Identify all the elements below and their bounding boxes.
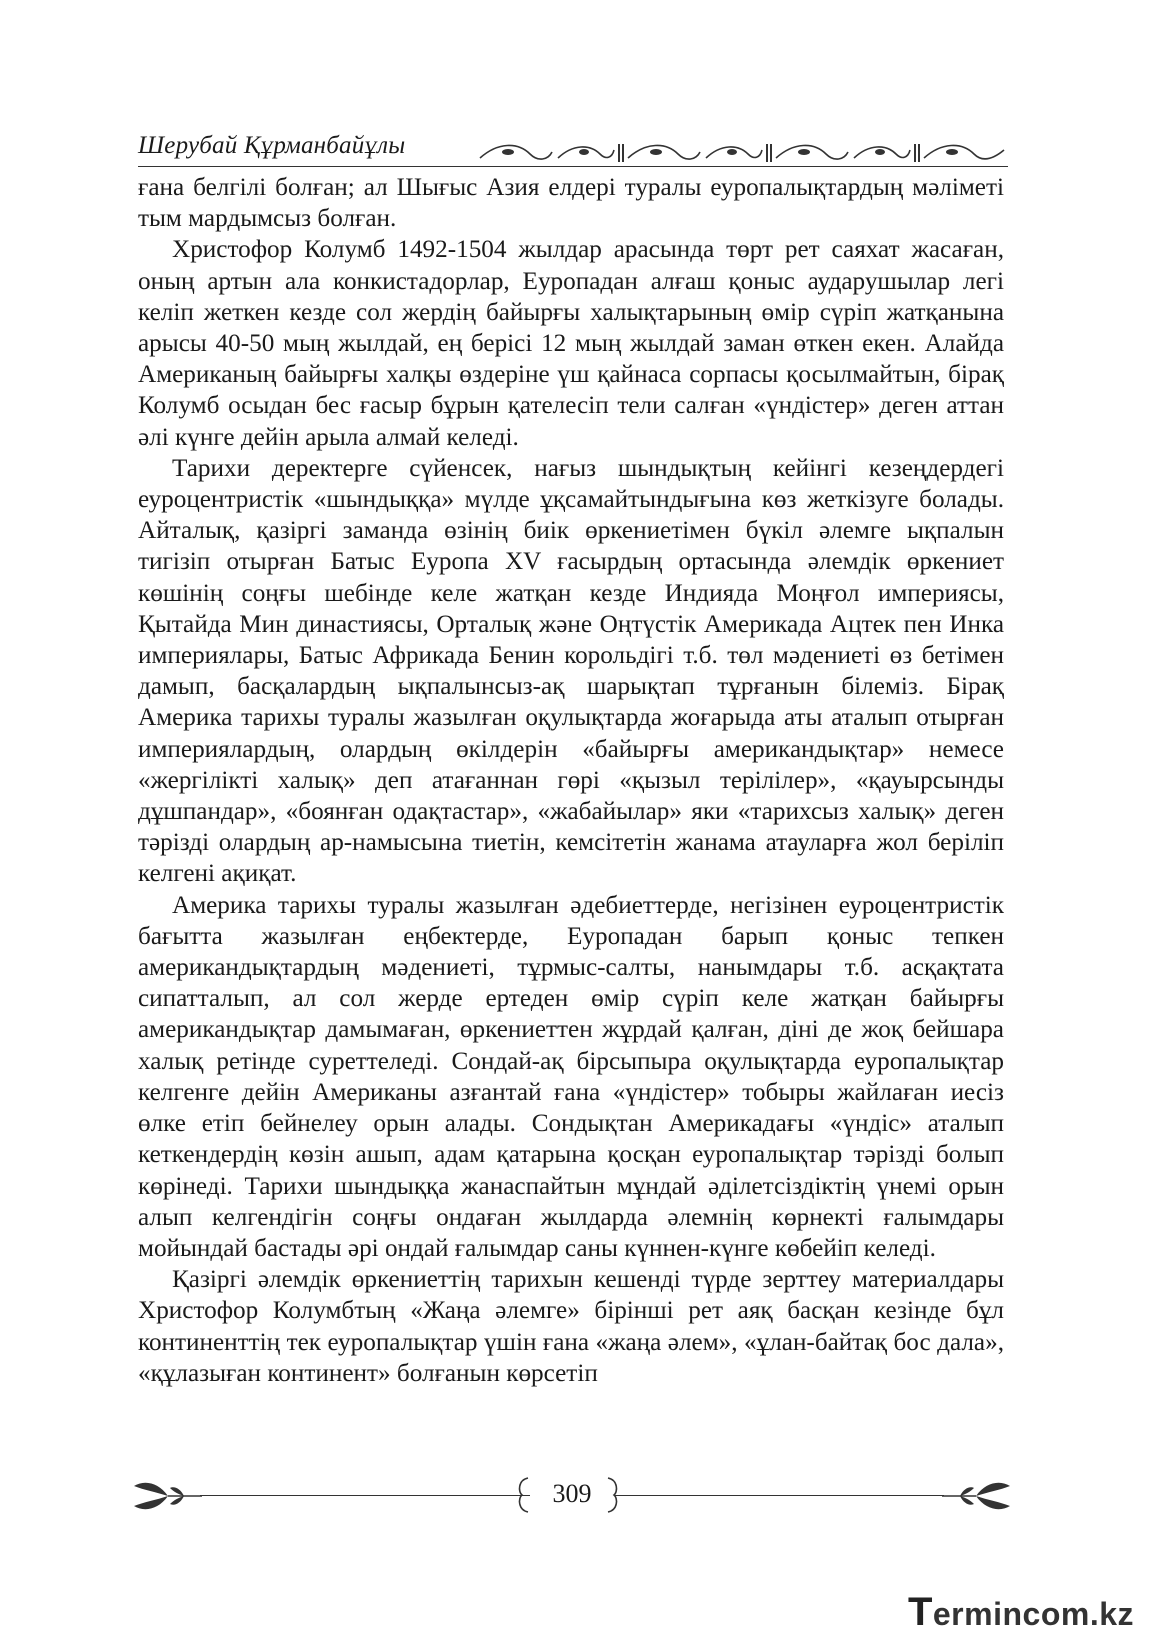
footer-rule-right [614, 1495, 944, 1496]
leaf-ornament-left-icon [132, 1478, 204, 1514]
paragraph-2: Христофор Колумб 1492-1504 жылдар арасында төрт рет саяхат жасаған, оның артын ала конкистадорлар, Еуропадан алғаш қоныс аударушылар легі келіп жеткен кезде сол жердің байырғы халықтарының өмір сүріп жатқанына арысы 40-50 мың жылдай, ең берісі 12 мың жылдай заман өткен екен. Алайда Американың байырғы халқы өздеріне үш қайнаса сорпасы қосылмайтын, бірақ Колумб осыдан бес ғасыр бұрын қателесіп тели салған «үндістер» деген аттан әлі күнге дейін арыла алмай келеді. [138, 236, 1004, 451]
page-number: 309 [552, 1479, 592, 1508]
leaf-ornament-right-icon [940, 1478, 1012, 1514]
paragraph-1: ғана белгілі болған; ал Шығыс Азия елдері туралы еуропалықтардың мәліметі тым мардымсыз болған. [138, 174, 1004, 233]
running-head-author: Шерубай Құрманбайұлы [138, 132, 406, 159]
paragraph-3: Тарихи деректерге сүйенсек, нағыз шындықтың кейінгі кезеңдердегі еуроцентристік «шындыққа» мүлде ұқсамайтындығына көз жеткізуге болады. Айталық, қазіргі заманда өзінің биік өркениетімен бүкіл әлемге ықпалын тигізіп отырған Батыс Еуропа XV ғасырдың ортасында әлемдік өркениет көшінің соңғы шебінде келе жатқан кезде Индияда Моңғол империясы, Қытайда Мин династиясы, Орталық және Оңтүстік Америкада Ацтек пен Инка империялары, Батыс Африкада Бенин корольдігі т.б. төл мәдениеті өз бетімен дамып, басқалардың ықпалынсыз-ақ шарықтап тұрғанын білеміз. Бірақ Америка тарихы туралы жазылған оқулықтарда жоғарыда аты аталып отырған империялардың, олардың өкілдерін «байырғы американдықтар» немесе «жергілікті халық» деп атағаннан гөрі «қызыл терілілер», «қауырсынды дұшпандар», «боянған одақтастар», «жабайылар» яки «тарихсыз халық» деген тәрізді олардың ар-намысына тиетін, кемсітетін жанама атауларға жол беріліп келгені ақиқат. [138, 454, 1004, 888]
page-footer [132, 1474, 1012, 1518]
footer-rule-left [200, 1495, 530, 1496]
watermark-initial: T [907, 1590, 933, 1634]
paragraph-5: Қазіргі әлемдік өркениеттің тарихын кешенді түрде зерттеу материалдары Христофор Колумбтың «Жаңа әлемге» бірінші рет аяқ басқан кезінде бұл континенттің тек еуропалықтар үшін ғана «жаңа әлем», «ұлан-байтақ бос дала», «құлазыған континент» болғанын көрсетіп [138, 1266, 1004, 1387]
watermark-text: ermincom.kz [932, 1596, 1134, 1632]
header-rule [138, 166, 1008, 167]
running-header [138, 128, 1008, 168]
site-watermark [908, 1590, 1134, 1635]
header-ornament-icon [478, 138, 1008, 168]
paragraph-4: Америка тарихы туралы жазылған әдебиеттерде, негізінен еуроцентристік бағытта жазылған еңбектерде, Еуропадан барып қоныс тепкен американдықтардың мәдениеті, тұрмыс-салты, нанымдары т.б. асқақтата сипатталып, ал сол жерде ертеден өмір сүріп келе жатқан байырғы американдықтар дамымаған, өркениеттен жұрдай қалған, діні де жоқ бейшара халық ретінде суреттеледі. Сондай-ақ бірсыпыра оқулықтарда еуропалықтар келгенге дейін Американы азғантай ғана «үндістер» тобыры жайлаған иесіз өлке етіп бейнелеу орын алады. Сондықтан Америкадағы «үндіс» аталып кеткендердің көзін ашып, адам қатарына қосқан еуропалықтар тәрізді болып көрінеді. Тарихи шындыққа жанаспайтын мұндай әділетсіздіктің үнемі орын алып келгендігін соңғы ондаған жылдарда әлемнің көрнекті ғалымдары мойындай бастады әрі ондай ғалымдар саны күннен-күнге көбейіп келеді. [138, 891, 1004, 1262]
body-text [138, 172, 1004, 1389]
